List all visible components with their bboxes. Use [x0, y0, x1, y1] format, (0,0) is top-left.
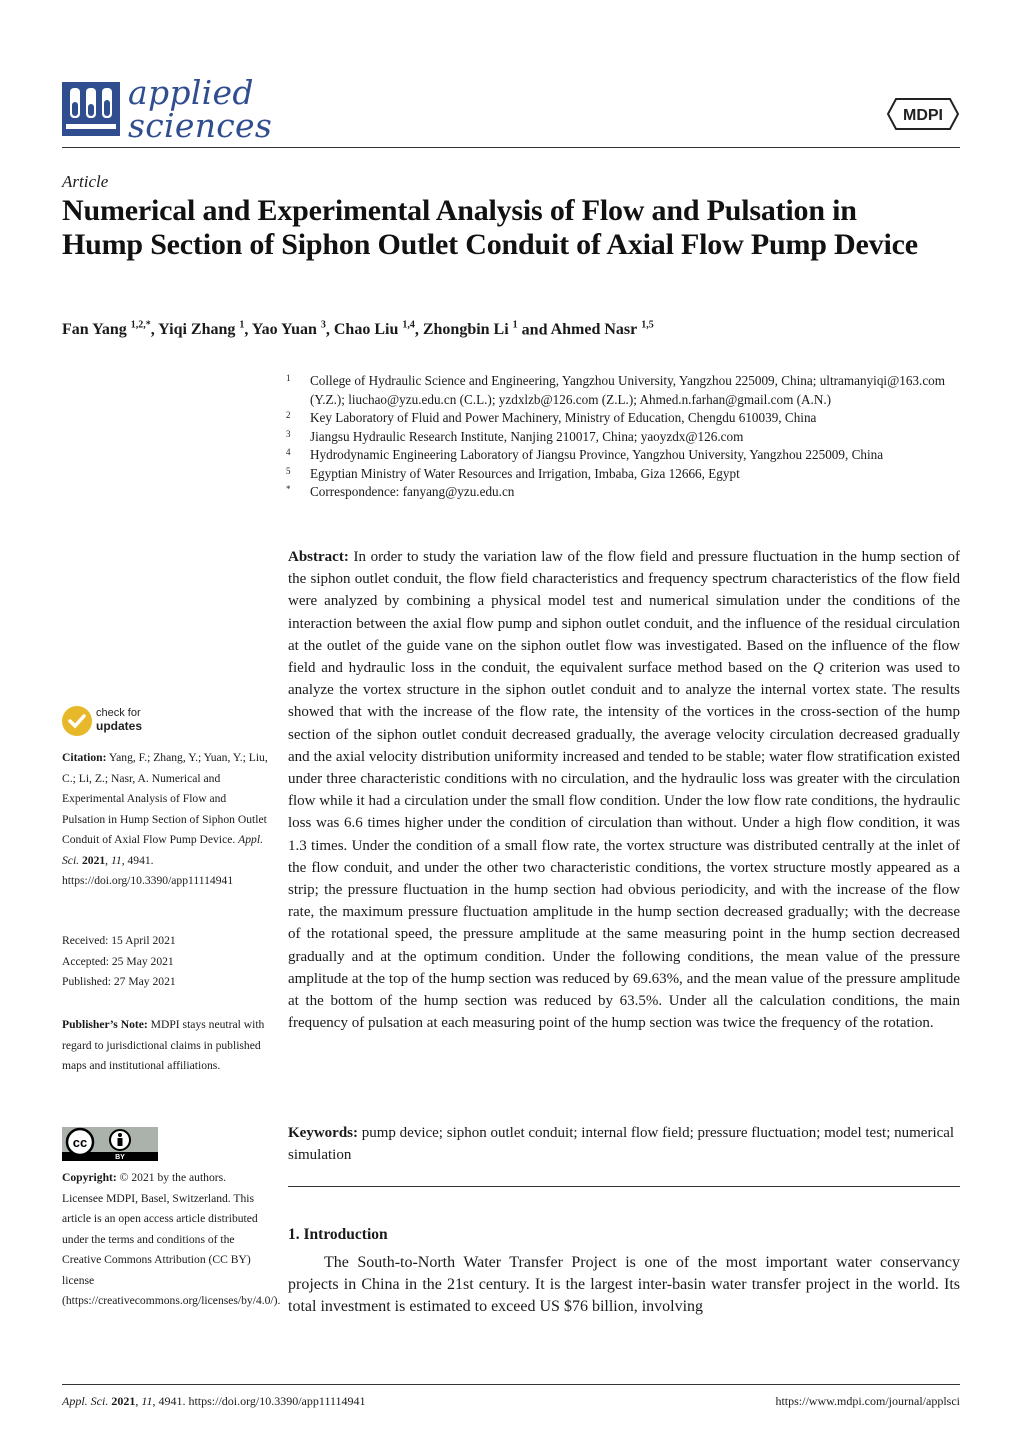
- footer-rule: [62, 1384, 960, 1385]
- citation: Citation: Yang, F.; Zhang, Y.; Yuan, Y.; Liu, C.; Li, Z.; Nasr, A. Numerical and Experimental Analysis of Flow and Pulsation in Hump Section of Siphon Outlet Conduit of Axial Flow Pump Device. Appl. Sci. 2021, 11, 4941. https://doi.org/10.3390/app11114941: [62, 751, 268, 887]
- publisher-note: Publisher’s Note: MDPI stays neutral with regard to jurisdictional claims in published maps and institutional affiliations.: [62, 1018, 265, 1072]
- check-updates-icon: [62, 706, 92, 736]
- author[interactable]: Ahmed Nasr $^{1,5}$: [550, 320, 654, 339]
- cc-by-license-badge[interactable]: [62, 1127, 158, 1161]
- affiliations: [286, 372, 966, 502]
- header-rule: [62, 147, 960, 148]
- footer-doi-link[interactable]: 4941. https://doi.org/10.3390/app11114941: [158, 1394, 366, 1408]
- author[interactable]: Yiqi Zhang $^1$: [158, 320, 245, 339]
- keywords: Keywords: pump device; siphon outlet conduit; internal flow field; pressure fluctuation; model test; numerical simulation: [288, 1125, 955, 1163]
- keywords-label: Keywords:: [288, 1125, 358, 1141]
- journal-logo: [62, 73, 273, 145]
- journal-name-line1: applied: [128, 73, 254, 112]
- footer-citation: Appl. Sci. 2021, 11, 4941. https://doi.org/10.3390/app11114941: [62, 1394, 366, 1408]
- abstract: Abstract: In order to study the variation law of the flow field and pressure fluctuation in the hump section of the siphon outlet conduit, the flow field characteristics and frequency spectrum characteristics of the flow field were analyzed by combining a physical model test and numerical simulation under the conditions of the interaction between the axial flow pump and siphon outlet conduit, and the influence of the residual circulation at the outlet of the guide vane on the siphon outlet flow was investigated. Based on the influence of the flow field and hydraulic loss in the conduit, the equivalent surface method based on the Q criterion was used to analyze the vortex structure in the siphon outlet conduit and to analyze the internal vortex state. The results showed that with the increase of the flow rate, the intensity of the vortices in the cross-section of the hump section of the siphon outlet conduit decreased gradually, the average velocity circulation decreased gradually and the axial velocity distribution uniformity increased and tended to be stable; water flow stratification existed under three characteristic conditions with no circulation, and the hydraulic loss was greater with the circulation flow while it had a circulation under the small flow condition. Under the low flow rate conditions, the hydraulic loss was 6.6 times higher under the condition of circulation than without. Under a high flow condition, it was 1.3 times. Under the condition of a small flow rate, the vortex structure was distributed centrally at the inlet of the flow conduit, and under the other two characteristic conditions, the vortex structure mostly appeared as a strip; the pressure fluctuation in the hump section had obvious periodicity, and with the increase of the flow rate, the maximum pressure fluctuation amplitude in the hump section decreased gradually; with the decrease of the rotational speed, the pressure amplitude at the same measuring point in the hump section decreased gradually and at the optimum condition. Under the following conditions, the mean value of the pressure amplitude at the top of the hump section was reduced by 69.63%, and the mean value of the pressure amplitude at the bottom of the hump section was reduced by 63.5%. Under all the calculation conditions, the main frequency of pulsation at each measuring point of the hump section was twice the frequency of the rotation.: [288, 549, 960, 1032]
- affiliation-item: 3 Jiangsu Hydraulic Research Institute, Nanjing 210017, China; yaoyzdx@126.com: [286, 428, 744, 444]
- affiliation-item: 5 Egyptian Ministry of Water Resources and Irrigation, Imbaba, Giza 12666, Egypt: [286, 465, 740, 481]
- copyright: Copyright: © 2021 by the authors. Licensee MDPI, Basel, Switzerland. This article is an open access article distributed under the terms and conditions of the Creative Commons Attribution (CC BY) license (https://creativecommons.org/licenses/by/4.0/).: [62, 1171, 281, 1307]
- journal-name-line2: sciences: [128, 106, 273, 145]
- article-type: Article: [62, 172, 109, 191]
- journal-logo-icon: [62, 82, 120, 136]
- article-title: Numerical and Experimental Analysis of Flow and Pulsation in Hump Section of Siphon Outlet Conduit of Axial Flow Pump Device: [62, 194, 918, 261]
- author[interactable]: Chao Liu $^{1,4}$: [333, 320, 415, 339]
- footer-journal-url[interactable]: https://www.mdpi.com/journal/applsci: [775, 1394, 960, 1408]
- correspondence: * Correspondence: fanyang@yzu.edu.cn: [286, 484, 515, 499]
- introduction-text: The South-to-North Water Transfer Project is one of the most important water conservancy projects in China in the 21st century. It is the largest inter-basin water transfer project in the world. Its total investment is estimated to exceed US $76 billion, involving: [288, 1254, 960, 1315]
- affiliation-item: 1 College of Hydraulic Science and Engineering, Yangzhou University, Yangzhou 225009, China; ultramanyiqi@163.com (Y.Z.); liuchao@yzu.edu.cn (C.L.); yzdxlzb@126.com (Z.L.); Ahmed.n.farhan@gmail.com (A.N.): [286, 373, 946, 407]
- abstract-label: Abstract:: [288, 549, 349, 565]
- journal-name: [128, 73, 273, 145]
- mdpi-logo-text: MDPI: [903, 107, 943, 124]
- publication-dates: Received: 15 April 2021 Accepted: 25 May 2021 Published: 27 May 2021: [62, 934, 176, 988]
- svg-text:BY: BY: [115, 1154, 125, 1161]
- author[interactable]: Yao Yuan $^3$: [251, 320, 326, 339]
- section-rule: [288, 1186, 960, 1187]
- section-heading: 1. Introduction: [288, 1226, 388, 1243]
- svg-text:cc: cc: [72, 1135, 88, 1150]
- check-for-updates-button[interactable]: check for updates: [62, 704, 182, 740]
- affiliation-item: 4 Hydrodynamic Engineering Laboratory of Jiangsu Province, Yangzhou University, Yangzhou 225009, China: [286, 447, 884, 462]
- author[interactable]: Fan Yang $^{1,2,*}$: [62, 320, 151, 339]
- affiliation-item: 2 Key Laboratory of Fluid and Power Machinery, Ministry of Education, Chengdu 610039, China: [286, 410, 817, 425]
- author[interactable]: Zhongbin Li $^1$: [422, 320, 518, 339]
- mdpi-logo: [886, 97, 960, 131]
- author-list: Fan Yang $^{1,2,*}$, Yiqi Zhang $^1$, Yao Yuan $^3$, Chao Liu $^{1,4}$, Zhongbin Li $^1$ and Ahmed Nasr $^{1,5}$: [62, 320, 654, 339]
